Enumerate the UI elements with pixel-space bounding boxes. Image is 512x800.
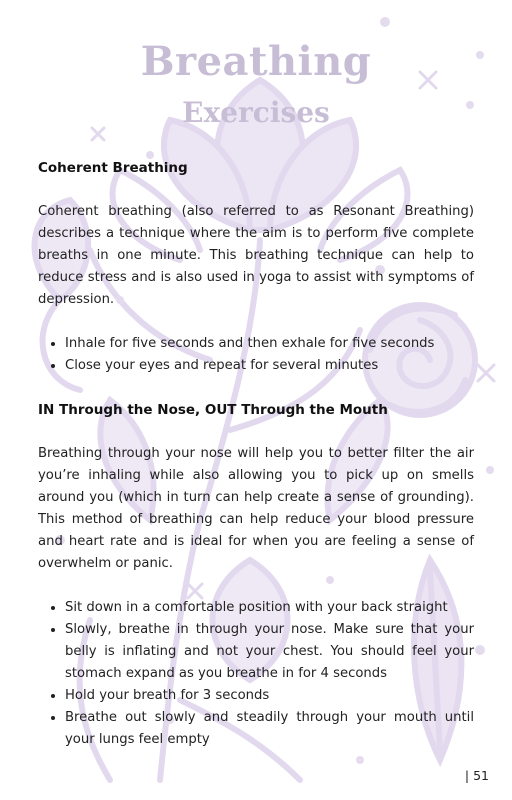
list-item: • Hold your breath for 3 seconds [65,685,474,707]
page-title: Breathing [140,38,372,85]
list-item: • Sit down in a comfortable position with your back straight [65,597,474,619]
section-heading-coherent-breathing: Coherent Breathing [38,160,188,176]
list-item: • Slowly, breathe in through your nose. Make sure that your belly is inflating and not your chest. You should feel your stomach expand as you breathe in for 4 seconds [65,619,474,685]
list-item: • Close your eyes and repeat for several minutes [65,355,474,377]
bullet-list-nose-mouth [38,597,474,751]
bullet-list-coherent-breathing [38,333,474,377]
list-item: • Inhale for five seconds and then exhale for five seconds [65,333,474,355]
page-content [38,157,474,751]
section-heading-nose-mouth: IN Through the Nose, OUT Through the Mouth [38,402,388,418]
list-item: • Breathe out slowly and steadily through your mouth until your lungs feel empty [65,707,474,751]
section-paragraph-coherent-breathing: Coherent breathing (also referred to as Resonant Breathing) describes a technique where the aim is to perform five complete breaths in one minute. This breathing technique can help to reduce stress and is also used in yoga to assist with symptoms of depression. [38,204,474,307]
section-paragraph-nose-mouth: Breathing through your nose will help you to better filter the air you’re inhaling while also allowing you to pick up on smells around you (which in turn can help create a sense of grounding). This method of breathing can help reduce your blood pressure and heart rate and is ideal for when you are feeling a sense of overwhelm or panic. [38,446,474,571]
page-number: | 51 [464,768,489,783]
page-subtitle: Exercises [182,96,330,129]
